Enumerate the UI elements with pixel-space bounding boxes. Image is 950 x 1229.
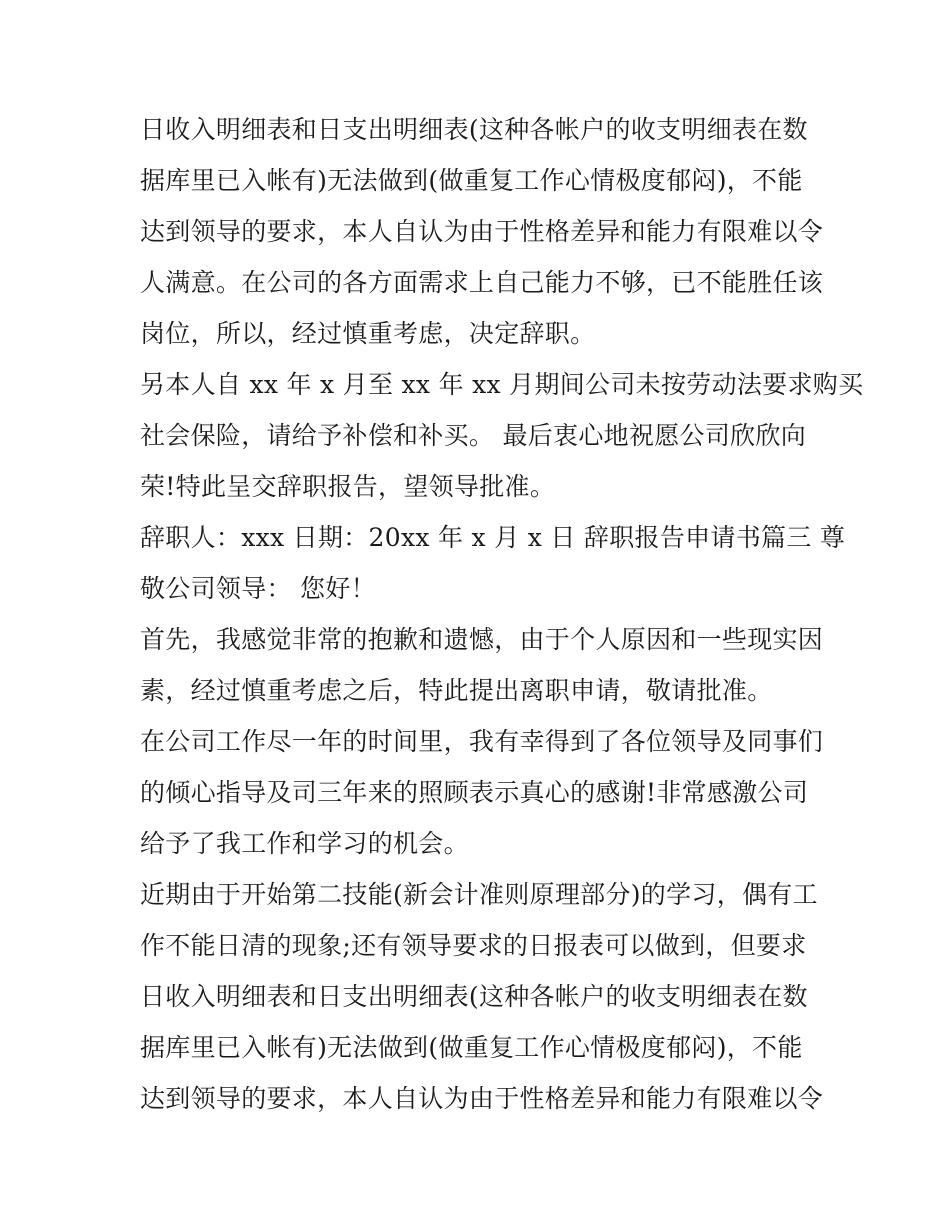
text-line: 日收入明细表和日支出明细表(这种各帐户的收支明细表在数 [140,115,808,144]
text-line: 的倾心指导及司三年来的照顾表示真心的感谢!非常感激公司 [140,778,809,807]
text-line: 作不能日清的现象;还有领导要求的日报表可以做到，但要求 [140,931,807,960]
text-line: 另本人自 xx 年 x 月至 xx 年 xx 月期间公司未按劳动法要求购买 [140,370,864,399]
text-line: 首先，我感觉非常的抱歉和遗憾，由于个人原因和一些现实因 [140,625,824,654]
text-line: 社会保险，请给予补偿和补买。 最后衷心地祝愿公司欣欣向 [140,421,807,450]
text-line: 荣!特此呈交辞职报告，望领导批准。 [140,472,556,501]
text-line: 达到领导的要求，本人自认为由于性格差异和能力有限难以令 [140,217,824,246]
text-line: 人满意。在公司的各方面需求上自己能力不够，已不能胜任该 [140,268,824,297]
text-line: 据库里已入帐有)无法做到(做重复工作心情极度郁闷)，不能 [140,1033,803,1062]
text-line: 日收入明细表和日支出明细表(这种各帐户的收支明细表在数 [140,982,808,1011]
text-line: 达到领导的要求，本人自认为由于性格差异和能力有限难以令 [140,1084,824,1113]
text-line: 据库里已入帐有)无法做到(做重复工作心情极度郁闷)，不能 [140,166,803,195]
text-line: 岗位，所以，经过慎重考虑，决定辞职。 [140,319,596,348]
text-line: 近期由于开始第二技能(新会计准则原理部分)的学习，偶有工 [140,880,818,909]
text-line: 素，经过慎重考虑之后，特此提出离职申请，敬请批准。 [140,676,773,705]
text-line: 在公司工作尽一年的时间里，我有幸得到了各位领导及同事们 [140,727,824,756]
text-line: 敬公司领导： 您好！ [140,574,376,603]
document-body [140,104,864,1124]
text-line: 辞职人：xxx 日期：20xx 年 x 月 x 日 辞职报告申请书篇三 尊 [140,523,846,552]
text-line: 给予了我工作和学习的机会。 [140,829,469,858]
